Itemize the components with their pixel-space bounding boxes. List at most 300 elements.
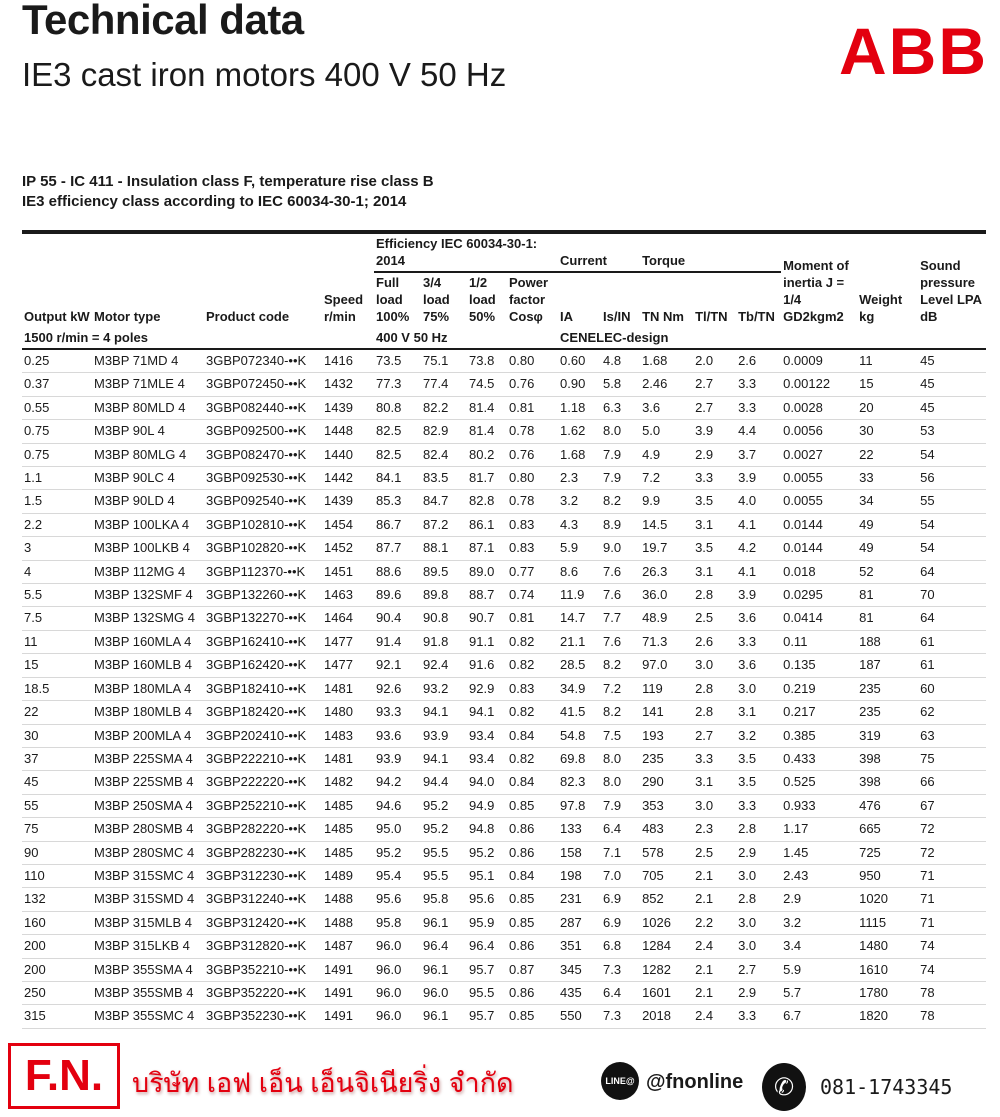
table-cell: 89.5 — [421, 560, 467, 583]
table-cell: 95.6 — [374, 888, 421, 911]
table-cell: 34 — [857, 490, 918, 513]
table-cell: 96.0 — [374, 935, 421, 958]
table-cell: 0.83 — [507, 537, 558, 560]
table-cell: 95.6 — [467, 888, 507, 911]
table-cell: 0.0027 — [781, 443, 857, 466]
table-cell: 7.6 — [601, 584, 640, 607]
table-row — [22, 677, 986, 700]
table-cell: 3.3 — [736, 630, 781, 653]
table-cell: 0.385 — [781, 724, 857, 747]
table-cell: 89.8 — [421, 584, 467, 607]
table-cell: 7.3 — [601, 958, 640, 981]
table-row — [22, 584, 986, 607]
table-cell: 1439 — [322, 396, 374, 419]
table-cell: 0.75 — [22, 420, 92, 443]
table-cell: 95.2 — [421, 794, 467, 817]
table-cell: 3GBP162410-••K — [204, 630, 322, 653]
table-cell: 2.1 — [693, 864, 736, 887]
table-cell: 1485 — [322, 818, 374, 841]
table-cell: M3BP 80MLG 4 — [92, 443, 204, 466]
table-cell: 235 — [857, 701, 918, 724]
table-cell: 4.3 — [558, 513, 601, 536]
table-cell: 53 — [918, 420, 986, 443]
table-cell: 95.5 — [467, 981, 507, 1004]
table-cell: 82.5 — [374, 443, 421, 466]
table-cell: 0.84 — [507, 864, 558, 887]
table-cell: 3GBP352210-••K — [204, 958, 322, 981]
table-cell: 97.8 — [558, 794, 601, 817]
table-cell: 0.0144 — [781, 537, 857, 560]
table-cell: 110 — [22, 864, 92, 887]
table-cell: 78 — [918, 981, 986, 1004]
table-cell: 94.0 — [467, 771, 507, 794]
table-cell: 665 — [857, 818, 918, 841]
table-cell: 0.0055 — [781, 467, 857, 490]
table-cell: 3GBP282220-••K — [204, 818, 322, 841]
table-cell: 67 — [918, 794, 986, 817]
group-current: Current — [558, 234, 640, 272]
table-cell: 3GBP132270-••K — [204, 607, 322, 630]
table-cell: 1488 — [322, 888, 374, 911]
table-cell: M3BP 355SMB 4 — [92, 981, 204, 1004]
table-cell: 3GBP352230-••K — [204, 1005, 322, 1028]
table-cell: 1491 — [322, 1005, 374, 1028]
table-cell: 90.4 — [374, 607, 421, 630]
table-cell: 3.0 — [736, 677, 781, 700]
table-cell: 3GBP352220-••K — [204, 981, 322, 1004]
table-cell: 8.2 — [601, 490, 640, 513]
table-cell: 3GBP082440-••K — [204, 396, 322, 419]
table-cell: 2.9 — [736, 981, 781, 1004]
table-cell: 36.0 — [640, 584, 693, 607]
table-cell: 54 — [918, 537, 986, 560]
table-cell: 0.86 — [507, 935, 558, 958]
table-cell: 158 — [558, 841, 601, 864]
table-cell: 2.8 — [693, 677, 736, 700]
table-cell: 0.80 — [507, 349, 558, 373]
table-cell: 351 — [558, 935, 601, 958]
table-cell: 1115 — [857, 911, 918, 934]
table-cell: 1485 — [322, 794, 374, 817]
table-cell: 96.1 — [421, 958, 467, 981]
table-row — [22, 864, 986, 887]
table-cell: 550 — [558, 1005, 601, 1028]
table-cell: 0.85 — [507, 888, 558, 911]
table-cell: 1491 — [322, 981, 374, 1004]
table-cell: 90 — [22, 841, 92, 864]
table-cell: 3GBP222210-••K — [204, 747, 322, 770]
table-cell: 2.1 — [693, 888, 736, 911]
table-cell: 82.3 — [558, 771, 601, 794]
table-cell: 95.2 — [421, 818, 467, 841]
table-cell: 2.2 — [693, 911, 736, 934]
table-cell: 3.2 — [781, 911, 857, 934]
table-cell: M3BP 250SMA 4 — [92, 794, 204, 817]
table-cell: 1.45 — [781, 841, 857, 864]
table-cell: 2.1 — [693, 958, 736, 981]
column-header-motor-type: Motor type — [94, 309, 161, 324]
table-cell: 54.8 — [558, 724, 601, 747]
table-cell: 62 — [918, 701, 986, 724]
table-cell: 0.0028 — [781, 396, 857, 419]
table-cell: 96.0 — [374, 1005, 421, 1028]
table-cell: 8.0 — [601, 420, 640, 443]
table-row — [22, 607, 986, 630]
table-cell: 5.9 — [558, 537, 601, 560]
table-cell: 82.8 — [467, 490, 507, 513]
table-cell: 73.8 — [467, 349, 507, 373]
table-row — [22, 981, 986, 1004]
table-cell: 77.4 — [421, 373, 467, 396]
table-cell: 8.0 — [601, 771, 640, 794]
table-cell: 287 — [558, 911, 601, 934]
table-cell: 95.8 — [421, 888, 467, 911]
table-cell: 200 — [22, 935, 92, 958]
table-cell: 8.0 — [601, 747, 640, 770]
table-cell: 0.0055 — [781, 490, 857, 513]
table-cell: 1480 — [322, 701, 374, 724]
line-icon: LINE@ — [601, 1062, 639, 1100]
table-cell: 96.1 — [421, 911, 467, 934]
table-cell: 1.68 — [640, 349, 693, 373]
table-cell: M3BP 180MLB 4 — [92, 701, 204, 724]
table-cell: 435 — [558, 981, 601, 1004]
table-cell: 93.2 — [421, 677, 467, 700]
table-cell: 93.4 — [467, 724, 507, 747]
table-cell: 0.85 — [507, 1005, 558, 1028]
table-cell: 91.1 — [467, 630, 507, 653]
table-cell: 0.76 — [507, 443, 558, 466]
table-cell: 54 — [918, 443, 986, 466]
table-cell: 19.7 — [640, 537, 693, 560]
table-cell: 14.5 — [640, 513, 693, 536]
table-cell: 3.3 — [693, 747, 736, 770]
table-cell: 0.018 — [781, 560, 857, 583]
table-cell: 2.4 — [693, 935, 736, 958]
table-cell: 81 — [857, 607, 918, 630]
table-cell: 0.217 — [781, 701, 857, 724]
table-cell: 45 — [22, 771, 92, 794]
table-cell: 7.2 — [640, 467, 693, 490]
table-cell: 92.6 — [374, 677, 421, 700]
table-cell: 3GBP132260-••K — [204, 584, 322, 607]
column-header-tl-tn: Tl/TN — [695, 309, 728, 324]
table-cell: 69.8 — [558, 747, 601, 770]
table-row — [22, 373, 986, 396]
table-cell: 1464 — [322, 607, 374, 630]
table-cell: 8.2 — [601, 654, 640, 677]
table-cell: 7.0 — [601, 864, 640, 887]
table-cell: 26.3 — [640, 560, 693, 583]
table-cell: 4 — [22, 560, 92, 583]
footer-banner — [0, 1035, 1000, 1117]
table-cell: 0.75 — [22, 443, 92, 466]
table-cell: M3BP 132SMG 4 — [92, 607, 204, 630]
table-cell: M3BP 225SMA 4 — [92, 747, 204, 770]
table-cell: 3.3 — [736, 373, 781, 396]
table-cell: M3BP 225SMB 4 — [92, 771, 204, 794]
table-cell: 3 — [22, 537, 92, 560]
table-cell: 94.2 — [374, 771, 421, 794]
column-header-product-code: Product code — [206, 309, 290, 324]
table-cell: 0.90 — [558, 373, 601, 396]
table-cell: 7.9 — [601, 794, 640, 817]
table-cell: 2.9 — [781, 888, 857, 911]
table-cell: 0.84 — [507, 771, 558, 794]
table-cell: 7.5 — [601, 724, 640, 747]
column-header-sound-pressure: Sound pressure Level LPA dB — [920, 258, 982, 324]
table-cell: 476 — [857, 794, 918, 817]
table-cell: 4.1 — [736, 560, 781, 583]
table-cell: 64 — [918, 607, 986, 630]
table-cell: 0.25 — [22, 349, 92, 373]
table-cell: 0.80 — [507, 467, 558, 490]
table-cell: 95.7 — [467, 958, 507, 981]
table-cell: 353 — [640, 794, 693, 817]
table-cell: M3BP 90LC 4 — [92, 467, 204, 490]
table-cell: 3.6 — [640, 396, 693, 419]
table-row — [22, 747, 986, 770]
table-cell: 93.9 — [374, 747, 421, 770]
table-cell: 2.4 — [693, 1005, 736, 1028]
table-cell: 71 — [918, 888, 986, 911]
table-cell: 87.2 — [421, 513, 467, 536]
table-cell: 3GBP092530-••K — [204, 467, 322, 490]
table-cell: 1432 — [322, 373, 374, 396]
table-cell: 56 — [918, 467, 986, 490]
table-cell: 3GBP112370-••K — [204, 560, 322, 583]
table-cell: 0.82 — [507, 747, 558, 770]
table-cell: 8.9 — [601, 513, 640, 536]
table-cell: M3BP 200MLA 4 — [92, 724, 204, 747]
table-cell: 2.46 — [640, 373, 693, 396]
table-cell: 96.0 — [421, 981, 467, 1004]
table-cell: 80.8 — [374, 396, 421, 419]
table-cell: 3GBP102810-••K — [204, 513, 322, 536]
table-cell: 3.5 — [736, 747, 781, 770]
table-cell: 1481 — [322, 677, 374, 700]
phone-number[interactable]: 081-1743345 — [820, 1075, 953, 1099]
table-cell: 0.78 — [507, 420, 558, 443]
table-cell: M3BP 280SMC 4 — [92, 841, 204, 864]
table-cell: 94.1 — [421, 701, 467, 724]
table-cell: 0.60 — [558, 349, 601, 373]
table-cell: 132 — [22, 888, 92, 911]
table-cell: 74 — [918, 935, 986, 958]
table-cell: 48.9 — [640, 607, 693, 630]
table-cell: 2018 — [640, 1005, 693, 1028]
table-cell: 1488 — [322, 911, 374, 934]
table-cell: 4.4 — [736, 420, 781, 443]
table-cell: 4.1 — [736, 513, 781, 536]
table-cell: 94.1 — [467, 701, 507, 724]
table-cell: 90.7 — [467, 607, 507, 630]
table-cell: 6.4 — [601, 981, 640, 1004]
table-cell: 187 — [857, 654, 918, 677]
table-cell: 3GBP312420-••K — [204, 911, 322, 934]
table-cell: 22 — [22, 701, 92, 724]
table-cell: 2.8 — [693, 701, 736, 724]
table-cell: 3.2 — [736, 724, 781, 747]
table-cell: 92.9 — [467, 677, 507, 700]
table-cell: 315 — [22, 1005, 92, 1028]
table-cell: 235 — [857, 677, 918, 700]
table-cell: 3.3 — [736, 794, 781, 817]
table-cell: 82.4 — [421, 443, 467, 466]
table-cell: 3.6 — [736, 654, 781, 677]
table-cell: 193 — [640, 724, 693, 747]
table-row — [22, 701, 986, 724]
table-cell: 1485 — [322, 841, 374, 864]
table-cell: 49 — [857, 513, 918, 536]
table-cell: 75.1 — [421, 349, 467, 373]
table-cell: 83.5 — [421, 467, 467, 490]
table-cell: 398 — [857, 747, 918, 770]
table-cell: 2.5 — [693, 607, 736, 630]
table-cell: 95.9 — [467, 911, 507, 934]
table-cell: 7.9 — [601, 443, 640, 466]
table-cell: 7.5 — [22, 607, 92, 630]
table-cell: 11 — [857, 349, 918, 373]
table-cell: 89.0 — [467, 560, 507, 583]
table-cell: 88.1 — [421, 537, 467, 560]
table-cell: M3BP 112MG 4 — [92, 560, 204, 583]
table-cell: 94.6 — [374, 794, 421, 817]
table-row — [22, 443, 986, 466]
table-cell: 1452 — [322, 537, 374, 560]
column-header-power-factor: Power factor Cosφ — [509, 275, 549, 324]
table-cell: 93.9 — [421, 724, 467, 747]
table-cell: 3GBP312820-••K — [204, 935, 322, 958]
table-cell: 1.5 — [22, 490, 92, 513]
column-header-tb-tn: Tb/TN — [738, 309, 775, 324]
design-label: CENELEC-design — [558, 327, 986, 349]
table-cell: 0.0414 — [781, 607, 857, 630]
table-cell: 9.0 — [601, 537, 640, 560]
table-cell: 1284 — [640, 935, 693, 958]
table-cell: 20 — [857, 396, 918, 419]
table-cell: 4.2 — [736, 537, 781, 560]
table-cell: 9.9 — [640, 490, 693, 513]
table-cell: 3GBP072450-••K — [204, 373, 322, 396]
table-cell: 21.1 — [558, 630, 601, 653]
column-header-current: IA — [560, 309, 574, 324]
group-torque: Torque — [640, 234, 781, 272]
table-cell: M3BP 315SMC 4 — [92, 864, 204, 887]
table-cell: 0.86 — [507, 841, 558, 864]
table-row — [22, 935, 986, 958]
table-cell: 0.433 — [781, 747, 857, 770]
table-cell: 1477 — [322, 630, 374, 653]
table-cell: 2.2 — [22, 513, 92, 536]
table-cell: 0.85 — [507, 911, 558, 934]
table-cell: 2.5 — [693, 841, 736, 864]
spec-text — [22, 172, 434, 212]
table-row — [22, 888, 986, 911]
table-cell: 5.9 — [781, 958, 857, 981]
table-cell: 2.3 — [558, 467, 601, 490]
table-cell: 0.82 — [507, 701, 558, 724]
table-cell: 11.9 — [558, 584, 601, 607]
table-cell: 7.7 — [601, 607, 640, 630]
table-cell: 2.1 — [693, 981, 736, 1004]
table-cell: 1282 — [640, 958, 693, 981]
table-cell: 0.84 — [507, 724, 558, 747]
table-cell: 1463 — [322, 584, 374, 607]
table-cell: M3BP 100LKA 4 — [92, 513, 204, 536]
table-cell: 1.68 — [558, 443, 601, 466]
table-cell: M3BP 355SMC 4 — [92, 1005, 204, 1028]
table-cell: M3BP 180MLA 4 — [92, 677, 204, 700]
table-cell: 45 — [918, 373, 986, 396]
table-cell: 3.3 — [736, 396, 781, 419]
table-cell: 250 — [22, 981, 92, 1004]
table-cell: 2.6 — [693, 630, 736, 653]
table-cell: 95.4 — [374, 864, 421, 887]
table-cell: 1.62 — [558, 420, 601, 443]
table-cell: 725 — [857, 841, 918, 864]
table-cell: 5.7 — [781, 981, 857, 1004]
abb-logo: ABB — [839, 14, 988, 88]
table-cell: 2.9 — [693, 443, 736, 466]
table-cell: 3.0 — [693, 794, 736, 817]
table-cell: 5.5 — [22, 584, 92, 607]
table-cell: 1026 — [640, 911, 693, 934]
table-cell: 0.219 — [781, 677, 857, 700]
table-cell: 94.4 — [421, 771, 467, 794]
table-cell: 1439 — [322, 490, 374, 513]
table-cell: 3.6 — [736, 607, 781, 630]
table-cell: 3GBP082470-••K — [204, 443, 322, 466]
table-cell: 1481 — [322, 747, 374, 770]
table-cell: 81 — [857, 584, 918, 607]
table-row — [22, 654, 986, 677]
table-cell: 200 — [22, 958, 92, 981]
table-cell: 61 — [918, 630, 986, 653]
table-cell: 82.2 — [421, 396, 467, 419]
table-cell: 73.5 — [374, 349, 421, 373]
line-id[interactable]: @fnonline — [646, 1071, 744, 1093]
table-cell: 3.4 — [781, 935, 857, 958]
table-cell: 6.9 — [601, 911, 640, 934]
table-cell: 3.9 — [693, 420, 736, 443]
table-row — [22, 630, 986, 653]
table-cell: 96.4 — [421, 935, 467, 958]
table-cell: 1020 — [857, 888, 918, 911]
table-cell: 86.7 — [374, 513, 421, 536]
table-cell: 93.3 — [374, 701, 421, 724]
table-cell: 0.00122 — [781, 373, 857, 396]
table-row — [22, 771, 986, 794]
table-cell: 95.2 — [467, 841, 507, 864]
table-cell: 85.3 — [374, 490, 421, 513]
table-cell: 18.5 — [22, 677, 92, 700]
table-cell: 0.86 — [507, 818, 558, 841]
table-cell: 96.0 — [374, 958, 421, 981]
table-cell: 30 — [22, 724, 92, 747]
table-cell: 55 — [22, 794, 92, 817]
table-cell: 81.7 — [467, 467, 507, 490]
table-cell: 2.7 — [693, 373, 736, 396]
table-cell: 45 — [918, 396, 986, 419]
table-cell: 0.0144 — [781, 513, 857, 536]
table-cell: 89.6 — [374, 584, 421, 607]
spec-line-1: IP 55 - IC 411 - Insulation class F, temperature rise class B — [22, 173, 434, 190]
table-row — [22, 420, 986, 443]
column-header-output: Output kW — [24, 309, 90, 324]
table-cell: 2.7 — [736, 958, 781, 981]
table-cell: 6.8 — [601, 935, 640, 958]
